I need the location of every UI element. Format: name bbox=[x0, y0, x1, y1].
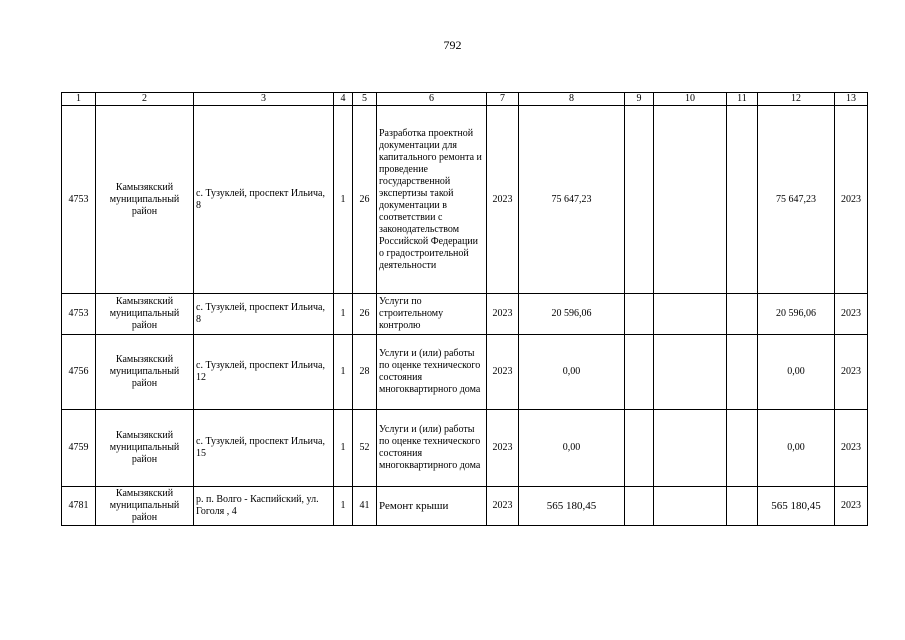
year: 2023 bbox=[487, 106, 519, 294]
district: Камызякский муниципальный район bbox=[96, 410, 194, 487]
col4-value: 1 bbox=[334, 410, 353, 487]
address: с. Тузуклей, проспект Ильича, 15 bbox=[194, 410, 334, 487]
work-type: Услуги по строительному контролю bbox=[377, 294, 487, 335]
col-header-3: 3 bbox=[194, 93, 334, 106]
col4-value: 1 bbox=[334, 487, 353, 526]
completion-year: 2023 bbox=[835, 487, 868, 526]
col-header-9: 9 bbox=[625, 93, 654, 106]
col11-value bbox=[727, 410, 758, 487]
year: 2023 bbox=[487, 294, 519, 335]
col4-value: 1 bbox=[334, 294, 353, 335]
district: Камызякский муниципальный район bbox=[96, 294, 194, 335]
col10-value bbox=[654, 335, 727, 410]
col9-value bbox=[625, 335, 654, 410]
col10-value bbox=[654, 294, 727, 335]
district: Камызякский муниципальный район bbox=[96, 487, 194, 526]
object-id: 4753 bbox=[62, 294, 96, 335]
col12-value: 565 180,45 bbox=[758, 487, 835, 526]
col9-value bbox=[625, 487, 654, 526]
col10-value bbox=[654, 487, 727, 526]
col-header-8: 8 bbox=[519, 93, 625, 106]
address: с. Тузуклей, проспект Ильича, 12 bbox=[194, 335, 334, 410]
col-header-4: 4 bbox=[334, 93, 353, 106]
address: с. Тузуклей, проспект Ильича, 8 bbox=[194, 294, 334, 335]
col5-value: 26 bbox=[353, 294, 377, 335]
col11-value bbox=[727, 487, 758, 526]
col12-value: 20 596,06 bbox=[758, 294, 835, 335]
col-header-6: 6 bbox=[377, 93, 487, 106]
col4-value: 1 bbox=[334, 106, 353, 294]
total-cost: 0,00 bbox=[519, 410, 625, 487]
col11-value bbox=[727, 294, 758, 335]
col9-value bbox=[625, 106, 654, 294]
col12-value: 0,00 bbox=[758, 335, 835, 410]
col-header-13: 13 bbox=[835, 93, 868, 106]
col9-value bbox=[625, 410, 654, 487]
total-cost: 565 180,45 bbox=[519, 487, 625, 526]
table-row bbox=[62, 410, 868, 487]
total-cost: 20 596,06 bbox=[519, 294, 625, 335]
register-table bbox=[61, 92, 868, 526]
object-id: 4756 bbox=[62, 335, 96, 410]
table-row bbox=[62, 294, 868, 335]
completion-year: 2023 bbox=[835, 106, 868, 294]
col5-value: 26 bbox=[353, 106, 377, 294]
object-id: 4753 bbox=[62, 106, 96, 294]
year: 2023 bbox=[487, 487, 519, 526]
object-id: 4759 bbox=[62, 410, 96, 487]
header-row bbox=[62, 93, 868, 106]
district: Камызякский муниципальный район bbox=[96, 106, 194, 294]
work-type: Разработка проектной документации для капитального ремонта и проведение государственной экспертизы такой документации в соответствии с законодательством Российской Федерации о градостроительной деятельности bbox=[377, 106, 487, 294]
col12-value: 75 647,23 bbox=[758, 106, 835, 294]
table-row bbox=[62, 335, 868, 410]
col5-value: 41 bbox=[353, 487, 377, 526]
completion-year: 2023 bbox=[835, 294, 868, 335]
table-row bbox=[62, 106, 868, 294]
col-header-7: 7 bbox=[487, 93, 519, 106]
col9-value bbox=[625, 294, 654, 335]
work-type: Услуги и (или) работы по оценке технического состояния многоквартирного дома bbox=[377, 335, 487, 410]
col-header-12: 12 bbox=[758, 93, 835, 106]
col12-value: 0,00 bbox=[758, 410, 835, 487]
col-header-10: 10 bbox=[654, 93, 727, 106]
total-cost: 75 647,23 bbox=[519, 106, 625, 294]
col-header-5: 5 bbox=[353, 93, 377, 106]
table-row bbox=[62, 487, 868, 526]
col-header-11: 11 bbox=[727, 93, 758, 106]
col5-value: 28 bbox=[353, 335, 377, 410]
page-number: 792 bbox=[443, 38, 462, 52]
year: 2023 bbox=[487, 410, 519, 487]
col5-value: 52 bbox=[353, 410, 377, 487]
work-type: Услуги и (или) работы по оценке технического состояния многоквартирного дома bbox=[377, 410, 487, 487]
district: Камызякский муниципальный район bbox=[96, 335, 194, 410]
completion-year: 2023 bbox=[835, 335, 868, 410]
col-header-2: 2 bbox=[96, 93, 194, 106]
address: с. Тузуклей, проспект Ильича, 8 bbox=[194, 106, 334, 294]
address: р. п. Волго - Каспийский, ул. Гоголя , 4 bbox=[194, 487, 334, 526]
col-header-1: 1 bbox=[62, 93, 96, 106]
completion-year: 2023 bbox=[835, 410, 868, 487]
year: 2023 bbox=[487, 335, 519, 410]
col10-value bbox=[654, 106, 727, 294]
object-id: 4781 bbox=[62, 487, 96, 526]
col4-value: 1 bbox=[334, 335, 353, 410]
col11-value bbox=[727, 106, 758, 294]
col10-value bbox=[654, 410, 727, 487]
total-cost: 0,00 bbox=[519, 335, 625, 410]
col11-value bbox=[727, 335, 758, 410]
work-type: Ремонт крыши bbox=[377, 487, 487, 526]
